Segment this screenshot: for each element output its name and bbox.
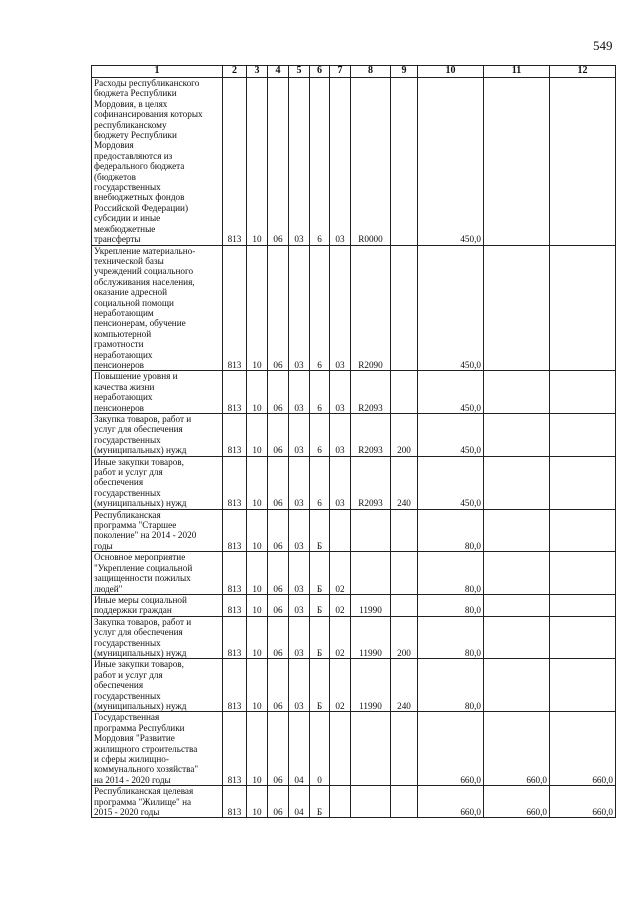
expense-type-code-cell: 200 [391,616,418,659]
subprogram-code-cell: Б [310,552,330,595]
ministry-code-cell: 813 [223,552,247,595]
table-row [92,456,616,509]
table-row [92,786,616,818]
section-code-cell: 10 [247,659,268,712]
table-row [92,371,616,414]
header-cell: 3 [247,66,268,78]
subsection-code-cell: 06 [268,616,289,659]
subsection-code-cell: 06 [268,786,289,818]
section-code-cell: 10 [247,245,268,371]
ministry-code-cell: 813 [223,659,247,712]
amount-2018-cell: 80,0 [418,509,484,552]
amount-2020-cell [550,552,616,595]
subsection-code-cell: 06 [268,509,289,552]
event-code-cell: 02 [330,594,351,616]
ministry-code-cell: 813 [223,78,247,246]
amount-2020-cell [550,245,616,371]
program-code-cell: 03 [289,245,310,371]
header-cell: 4 [268,66,289,78]
program-code-cell: 03 [289,414,310,457]
section-code-cell: 10 [247,786,268,818]
amount-2020-cell [550,414,616,457]
amount-2019-cell [484,371,550,414]
subsection-code-cell: 06 [268,659,289,712]
header-cell: 1 [92,66,223,78]
amount-2018-cell: 80,0 [418,616,484,659]
header-cell: 6 [310,66,330,78]
section-code-cell: 10 [247,712,268,786]
amount-2019-cell [484,616,550,659]
amount-2018-cell: 80,0 [418,659,484,712]
budget-table [91,65,616,818]
expense-name-cell: Государственная программа Республики Мордовия "Развитие жилищного строительства и сферы жилищно- коммунального хозяйства" на 2014 - 2020 годы [92,712,223,786]
amount-2019-cell [484,245,550,371]
amount-2018-cell: 660,0 [418,786,484,818]
ministry-code-cell: 813 [223,371,247,414]
expense-name-cell: Республиканская целевая программа "Жилище" на 2015 - 2020 годы [92,786,223,818]
expense-name-cell: Иные меры социальной поддержки граждан [92,594,223,616]
subsection-code-cell: 06 [268,414,289,457]
event-code-cell: 02 [330,616,351,659]
expense-name-cell: Закупка товаров, работ и услуг для обеспечения государственных (муниципальных) нужд [92,414,223,457]
amount-2019-cell: 660,0 [484,786,550,818]
event-code-cell: 03 [330,245,351,371]
expense-type-code-cell: 240 [391,659,418,712]
amount-2020-cell [550,659,616,712]
header-cell: 12 [550,66,616,78]
program-code-cell: 04 [289,712,310,786]
amount-2018-cell: 450,0 [418,456,484,509]
expense-type-code-cell [391,712,418,786]
expense-name-cell: Основное мероприятие "Укрепление социальной защищенности пожилых людей" [92,552,223,595]
event-code-cell [330,509,351,552]
event-code-cell [330,712,351,786]
subprogram-code-cell: 6 [310,456,330,509]
amount-2019-cell [484,594,550,616]
section-code-cell: 10 [247,414,268,457]
target-article-code-cell: R2093 [351,456,391,509]
program-code-cell: 03 [289,371,310,414]
expense-type-code-cell [391,552,418,595]
table-row [92,552,616,595]
target-article-code-cell: R2090 [351,245,391,371]
subprogram-code-cell: 6 [310,371,330,414]
amount-2018-cell: 450,0 [418,414,484,457]
target-article-code-cell: 11990 [351,616,391,659]
subprogram-code-cell: Б [310,594,330,616]
page-number: 549 [593,38,613,53]
header-cell: 8 [351,66,391,78]
subsection-code-cell: 06 [268,594,289,616]
table-row [92,414,616,457]
amount-2019-cell [484,552,550,595]
expense-name-cell: Иные закупки товаров, работ и услуг для обеспечения государственных (муниципальных) нужд [92,456,223,509]
amount-2019-cell [484,78,550,246]
target-article-code-cell [351,552,391,595]
expense-name-cell: Закупка товаров, работ и услуг для обеспечения государственных (муниципальных) нужд [92,616,223,659]
program-code-cell: 03 [289,456,310,509]
subprogram-code-cell: Б [310,786,330,818]
header-cell: 5 [289,66,310,78]
expense-name-cell: Повышение уровня и качества жизни неработающих пенсионеров [92,371,223,414]
section-code-cell: 10 [247,552,268,595]
program-code-cell: 03 [289,78,310,246]
target-article-code-cell: R2093 [351,371,391,414]
expense-type-code-cell [391,78,418,246]
amount-2018-cell: 450,0 [418,371,484,414]
expense-name-cell: Республиканская программа "Старшее поколение" на 2014 - 2020 годы [92,509,223,552]
header-cell: 2 [223,66,247,78]
program-code-cell: 03 [289,616,310,659]
expense-type-code-cell [391,786,418,818]
header-cell: 11 [484,66,550,78]
expense-name-cell: Иные закупки товаров, работ и услуг для обеспечения государственных (муниципальных) нужд [92,659,223,712]
subprogram-code-cell: Б [310,616,330,659]
subprogram-code-cell: Б [310,659,330,712]
subsection-code-cell: 06 [268,245,289,371]
event-code-cell: 03 [330,414,351,457]
subprogram-code-cell: 6 [310,245,330,371]
target-article-code-cell: R0000 [351,78,391,246]
amount-2018-cell: 450,0 [418,245,484,371]
amount-2019-cell: 660,0 [484,712,550,786]
subsection-code-cell: 06 [268,712,289,786]
amount-2020-cell [550,371,616,414]
table-header-row [92,66,616,78]
table-body [92,78,616,818]
table-row [92,616,616,659]
amount-2020-cell: 660,0 [550,712,616,786]
target-article-code-cell: R2093 [351,414,391,457]
amount-2018-cell: 80,0 [418,594,484,616]
target-article-code-cell: 11990 [351,659,391,712]
section-code-cell: 10 [247,509,268,552]
program-code-cell: 04 [289,786,310,818]
expense-name-cell: Укрепление материально- технической базы учреждений социального обслуживания населения, оказание адресной социальной помощи неработающим пенсионерам, обучение компьютерной грамотности неработающих пенсионеров [92,245,223,371]
expense-type-code-cell [391,509,418,552]
ministry-code-cell: 813 [223,616,247,659]
amount-2020-cell: 660,0 [550,786,616,818]
amount-2019-cell [484,659,550,712]
event-code-cell: 03 [330,78,351,246]
target-article-code-cell [351,712,391,786]
table-row [92,78,616,246]
header-cell: 10 [418,66,484,78]
table-row [92,509,616,552]
header-cell: 9 [391,66,418,78]
amount-2019-cell [484,414,550,457]
expense-type-code-cell [391,245,418,371]
table-row [92,659,616,712]
subprogram-code-cell: 0 [310,712,330,786]
event-code-cell: 03 [330,371,351,414]
amount-2020-cell [550,509,616,552]
amount-2020-cell [550,594,616,616]
amount-2018-cell: 80,0 [418,552,484,595]
event-code-cell: 03 [330,456,351,509]
subprogram-code-cell: Б [310,509,330,552]
amount-2018-cell: 660,0 [418,712,484,786]
expense-type-code-cell [391,594,418,616]
target-article-code-cell [351,786,391,818]
expense-name-cell: Расходы республиканского бюджета Республики Мордовия, в целях софинансирования которых республиканскому бюджету Республики Мордовия предоставляются из федерального бюджета (бюджетов государственных внебюджетных фондов Российской Федерации) субсидии и иные межбюджетные трансферты [92,78,223,246]
amount-2020-cell [550,78,616,246]
program-code-cell: 03 [289,594,310,616]
expense-type-code-cell: 200 [391,414,418,457]
expense-type-code-cell: 240 [391,456,418,509]
table-row [92,594,616,616]
ministry-code-cell: 813 [223,245,247,371]
program-code-cell: 03 [289,552,310,595]
target-article-code-cell [351,509,391,552]
ministry-code-cell: 813 [223,509,247,552]
subsection-code-cell: 06 [268,78,289,246]
amount-2018-cell: 450,0 [418,78,484,246]
section-code-cell: 10 [247,616,268,659]
program-code-cell: 03 [289,509,310,552]
target-article-code-cell: 11990 [351,594,391,616]
subsection-code-cell: 06 [268,456,289,509]
ministry-code-cell: 813 [223,594,247,616]
section-code-cell: 10 [247,78,268,246]
ministry-code-cell: 813 [223,456,247,509]
amount-2019-cell [484,509,550,552]
header-cell: 7 [330,66,351,78]
ministry-code-cell: 813 [223,712,247,786]
event-code-cell: 02 [330,659,351,712]
table-row [92,712,616,786]
amount-2020-cell [550,616,616,659]
expense-type-code-cell [391,371,418,414]
section-code-cell: 10 [247,456,268,509]
amount-2020-cell [550,456,616,509]
subprogram-code-cell: 6 [310,414,330,457]
event-code-cell [330,786,351,818]
section-code-cell: 10 [247,594,268,616]
subsection-code-cell: 06 [268,371,289,414]
section-code-cell: 10 [247,371,268,414]
ministry-code-cell: 813 [223,786,247,818]
program-code-cell: 03 [289,659,310,712]
amount-2019-cell [484,456,550,509]
table-row [92,245,616,371]
subsection-code-cell: 06 [268,552,289,595]
event-code-cell: 02 [330,552,351,595]
subprogram-code-cell: 6 [310,78,330,246]
ministry-code-cell: 813 [223,414,247,457]
